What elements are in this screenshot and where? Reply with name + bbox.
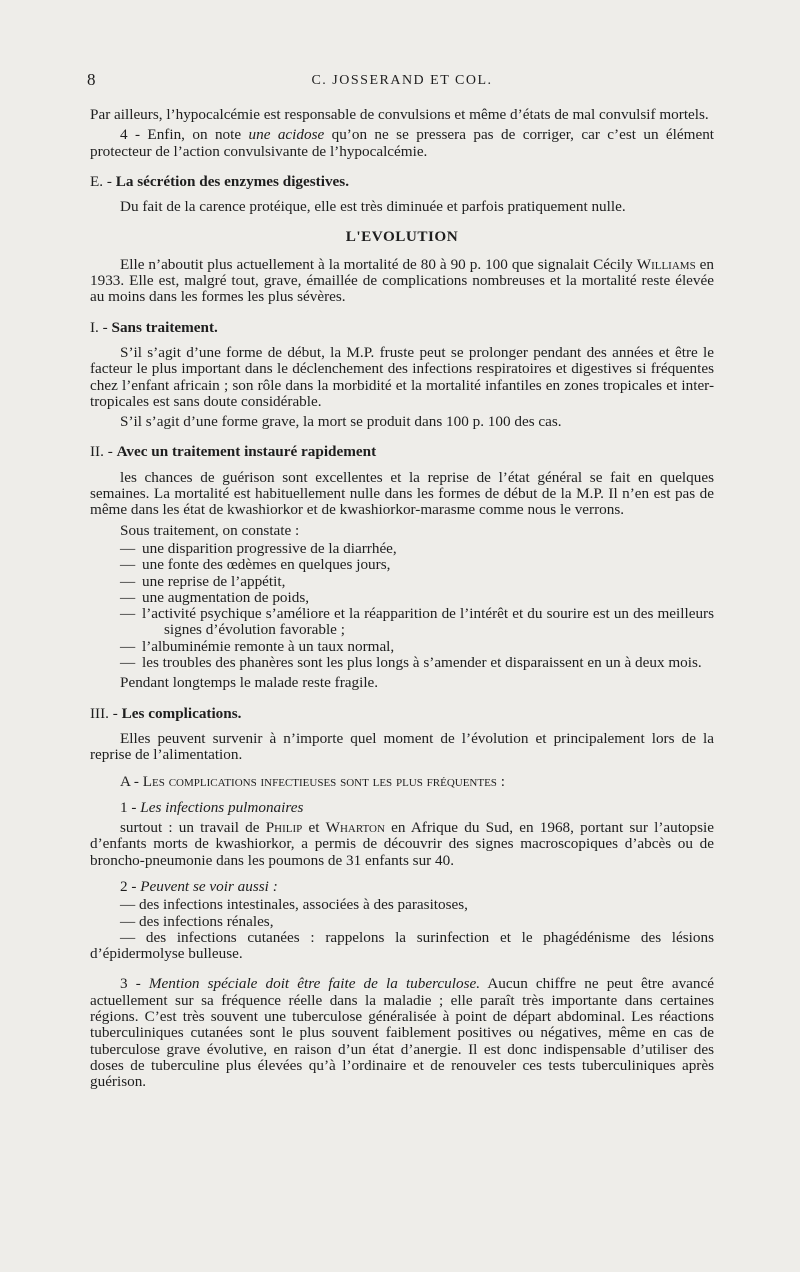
acidose-prefix: 4 - Enfin, on note bbox=[120, 126, 249, 144]
section-2-closing: Pendant longtemps le malade reste fragile. bbox=[120, 674, 379, 692]
list-item-text: les troubles des phanères sont les plus longs à s’amender et disparaissent en un à deux mois. bbox=[142, 654, 702, 672]
dash-marker: — bbox=[120, 539, 136, 557]
list-item-text: une disparition progressive de la diarrhée, bbox=[142, 539, 397, 557]
section-1-title: Sans traitement. bbox=[111, 318, 218, 336]
dash-marker: — bbox=[120, 572, 136, 590]
page bbox=[87, 70, 715, 1091]
list-item-text: une reprise de l’appétit, bbox=[142, 572, 286, 590]
item-3-number: 3 - bbox=[120, 975, 149, 993]
list-item: — des infections intestinales, associées à des parasitoses, bbox=[120, 896, 468, 914]
running-title: C. JOSSERAND ET COL. bbox=[311, 73, 493, 88]
section-1-heading bbox=[90, 320, 714, 336]
intro-paragraph-2 bbox=[90, 127, 714, 160]
list-item bbox=[90, 639, 714, 655]
list-item bbox=[90, 557, 714, 573]
item-3-body: Aucun chiffre ne peut être avancé actuellement sur sa fréquence réelle dans la maladie ; elle paraît très importante dans certaines régions. C’est très souvent une tuberculose généralisée à point de départ abdominal. Les réactions tuberculiniques cutanées sont le plus souvent faiblement positives ou négatives, même en cas de tuberculose grave évolutive, en raison d’un état d’anergie. Il est donc indispensable d’utiliser des doses de tuberculine plus élevées qu’à l’ordinaire et de renouveler ces tests tuberculiniques après guérison. bbox=[90, 975, 714, 1091]
list-item-text: une fonte des œdèmes en quelques jours, bbox=[142, 556, 391, 574]
list-item bbox=[90, 655, 714, 671]
section-e-title: La sécrétion des enzymes digestives. bbox=[115, 172, 349, 190]
page-number: 8 bbox=[87, 70, 96, 89]
acidose-suffix: qu’on ne se pressera pas de corriger, car c’est un élément protecteur de l’action convulsivante de l’hypocalcémie. bbox=[90, 126, 715, 160]
author-wharton: Wharton bbox=[325, 819, 385, 837]
treatment-outcomes-list bbox=[90, 541, 714, 671]
item-1-heading bbox=[90, 800, 714, 816]
list-item bbox=[90, 606, 714, 639]
author-philip: Philip bbox=[265, 819, 303, 837]
section-2-heading bbox=[90, 444, 714, 460]
dash-marker: — bbox=[120, 605, 136, 623]
list-item-text: une augmentation de poids, bbox=[142, 588, 310, 606]
section-2-title: Avec un traitement instauré rapidement bbox=[116, 443, 377, 461]
section-e-heading bbox=[90, 174, 714, 190]
evolution-title: L'EVOLUTION bbox=[345, 228, 459, 246]
section-3-heading bbox=[90, 706, 714, 722]
evolution-text-a: Elle n’aboutit plus actuellement à la mortalité de 80 à 90 p. 100 que signalait Cécily bbox=[120, 255, 637, 273]
intro-paragraph-1: Par ailleurs, l’hypocalcémie est responsable de convulsions et même d’états de mal convulsif mortels. bbox=[90, 106, 709, 123]
author-williams: Williams bbox=[636, 255, 696, 273]
item-2-heading bbox=[90, 879, 714, 895]
item-1-title: Les infections pulmonaires bbox=[140, 798, 304, 816]
dash-marker: — bbox=[120, 588, 136, 606]
list-item-text: l’albuminémie remonte à un taux normal, bbox=[142, 637, 395, 655]
section-1-paragraph-1: S’il s’agit d’une forme de début, la M.P. fruste peut se prolonger pendant des années et être le facteur le plus important dans le déclenchement des infections respiratoires et digestives si fréquentes chez l’enfant africain ; son rôle dans la morbidité et la mortalité infantiles en zones tropicales et inter-tropicales est sans doute considérable. bbox=[90, 343, 714, 410]
section-e-body: Du fait de la carence protéique, elle est très diminuée et parfois pratiquement nulle. bbox=[120, 198, 626, 216]
acidose-term: une acidose bbox=[248, 126, 325, 144]
item-2-title: Peuvent se voir aussi : bbox=[140, 877, 278, 895]
section-3-label: III. - bbox=[90, 704, 122, 722]
subsection-a-heading: A - Les complications infectieuses sont les plus fréquentes : bbox=[120, 772, 505, 790]
item-3-paragraph bbox=[90, 976, 714, 1090]
list-item-text: l’activité psychique s’améliore et la réapparition de l’intérêt et du sourire est un des meilleurs signes d’évolution favorable ; bbox=[142, 605, 714, 639]
list-item bbox=[90, 574, 714, 590]
list-item bbox=[90, 541, 714, 557]
item-1-text-c: en Afrique du Sud, en 1968, portant sur l’autopsie d’enfants morts de kwashiorkor, a permis de découvrir des signes macroscopiques d’abcès ou de broncho-pneumonie dans les poumons de 31 enfants sur 40. bbox=[90, 819, 715, 869]
item-3-title: Mention spéciale doit être faite de la tuberculose. bbox=[148, 975, 481, 993]
section-2-paragraph-1: les chances de guérison sont excellentes et la reprise de l’état général se fait en quelques semaines. La mortalité est habituellement nulle dans les formes de début de la M.P. Il n’en est pas de même dans les état de kwashiorkor et de kwashiorkor-marasme comme nous le verrons. bbox=[90, 468, 714, 519]
list-item bbox=[90, 590, 714, 606]
dash-marker: — bbox=[120, 637, 136, 655]
dash-marker: — bbox=[120, 654, 136, 672]
running-head bbox=[87, 70, 714, 92]
item-2-number: 2 - bbox=[120, 877, 141, 895]
list-item: — des infections rénales, bbox=[120, 912, 274, 930]
section-3-title: Les complications. bbox=[121, 704, 242, 722]
evolution-paragraph bbox=[90, 257, 714, 306]
section-3-paragraph-1: Elles peuvent survenir à n’importe quel moment de l’évolution et principalement lors de la reprise de l’alimentation. bbox=[90, 729, 714, 764]
dash-marker: — bbox=[120, 556, 136, 574]
section-2-list-intro: Sous traitement, on constate : bbox=[120, 521, 300, 539]
item-1-number: 1 - bbox=[120, 798, 141, 816]
section-e-label: E. - bbox=[90, 172, 116, 190]
item-1-text-b: et bbox=[302, 819, 326, 837]
list-item: — des infections cutanées : rappelons la surinfection et le phagédénisme des lésions d’épidermolyse bulleuse. bbox=[90, 928, 714, 963]
section-1-paragraph-2: S’il s’agit d’une forme grave, la mort se produit dans 100 p. 100 des cas. bbox=[120, 413, 562, 431]
other-infections-list bbox=[90, 897, 714, 962]
evolution-text-b: en 1933. Elle est, malgré tout, grave, émaillée de complications nombreuses et la mortalité reste élevée au moins dans les formes les plus sévères. bbox=[90, 255, 714, 306]
item-1-paragraph bbox=[90, 820, 714, 869]
section-1-label: I. - bbox=[90, 318, 112, 336]
section-2-label: II. - bbox=[90, 443, 117, 461]
item-1-text-a: surtout : un travail de bbox=[120, 819, 266, 837]
